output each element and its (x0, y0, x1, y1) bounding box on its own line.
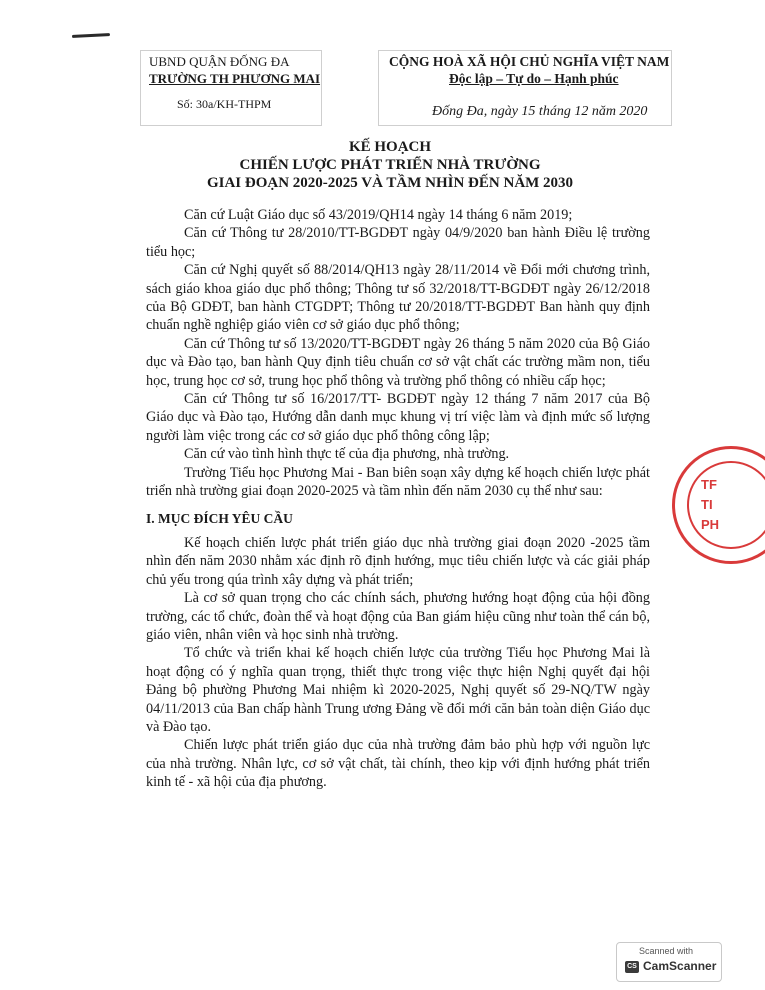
header-agency-block (140, 50, 322, 126)
motto: Độc lập – Tự do – Hạnh phúc (449, 71, 619, 86)
watermark-caption: Scanned with (639, 946, 694, 956)
camscanner-logo-icon: CS (625, 961, 639, 973)
seal-inner-ring (687, 461, 765, 549)
paragraph: Căn cứ Thông tư số 13/2020/TT-BGDĐT ngày 26 tháng 5 năm 2020 của Bộ Giáo dục và Đào tạo, ban hành Quy định tiêu chuẩn cơ sở vật chất các trường mầm non, tiểu học, trung học cơ sở, trung học phổ thông và trường phổ thông có nhiều cấp học; (146, 335, 650, 389)
camscanner-watermark (616, 942, 722, 982)
paragraph: Tổ chức và triển khai kế hoạch chiến lược của trường Tiểu học Phương Mai là hoạt động có ý nghĩa quan trọng, thiết thực trong việc thực hiện Nghị quyết đại hội Đảng bộ phường Phương Mai nhiệm kì 2020-2025, Nghị quyết số 29-NQ/TW ngày 04/11/2013 của Ban chấp hành Trung ương Đảng về đổi mới căn bản toàn diện Giáo dục và Đào tạo. (146, 645, 650, 735)
agency-line2: TRƯỜNG TH PHƯƠNG MAI (149, 71, 321, 86)
paragraph: Căn cứ Nghị quyết số 88/2014/QH13 ngày 28/11/2014 về Đổi mới chương trình, sách giáo khoa giáo dục phổ thông; Thông tư số 32/2018/TT-BGDĐT ngày 26/12/2018 của Bộ GDĐT, ban hành CTGDPT; Thông tư 20/2018/TT-BGDĐT Ban hành quy định chuẩn nghề nghiệp giáo viên cơ sở giáo dục phổ thông; (146, 262, 650, 334)
scan-mark (72, 33, 110, 38)
document-body (146, 206, 650, 792)
official-seal-stamp (672, 446, 765, 564)
paragraph: Kế hoạch chiến lược phát triển giáo dục nhà trường giai đoạn 2020 -2025 tầm nhìn đến năm 2030 nhằm xác định rõ định hướng, mục tiêu chiến lược và các giải pháp chủ yếu trong qúa trình xây dựng và phát triển; (146, 534, 650, 588)
title-line2: CHIẾN LƯỢC PHÁT TRIỂN NHÀ TRƯỜNG (239, 157, 541, 173)
document-date: Đống Đa, ngày 15 tháng 12 năm 2020 (432, 104, 648, 119)
title-line1: KẾ HOẠCH (348, 139, 432, 155)
seal-text: TF TI PH (701, 477, 720, 532)
paragraph: Là cơ sở quan trọng cho các chính sách, phương hướng hoạt động của hội đồng trường, các tổ chức, đoàn thể và hoạt động của Ban giám hiệu cũng như toàn thể cán bộ, giáo viên, nhân viên và học sinh nhà trường. (146, 590, 650, 643)
paragraph: Căn cứ vào tình hình thực tế của địa phương, nhà trường. (184, 446, 510, 463)
paragraph: Căn cứ Thông tư 28/2010/TT-BGDĐT ngày 04/9/2020 ban hành Điều lệ trường tiểu học; (146, 225, 650, 260)
section-heading: I. MỤC ĐÍCH YÊU CẦU (146, 510, 293, 526)
paragraph: Căn cứ Luật Giáo dục số 43/2019/QH14 ngày 14 tháng 6 năm 2019; (184, 207, 573, 223)
agency-line1: UBND QUẬN ĐỐNG ĐA (149, 54, 290, 69)
paragraph: Căn cứ Thông tư số 16/2017/TT- BGDĐT ngày 12 tháng 7 năm 2017 của Bộ Giáo dục và Đào tạo, Hướng dẫn danh mục khung vị trí việc làm và định mức số lượng người làm việc trong các cơ sở giáo dục phổ thông công lập; (146, 391, 650, 444)
paragraph: Chiến lược phát triển giáo dục của nhà trường đảm bảo phù hợp với nguồn lực của nhà trường. Nhân lực, cơ sở vật chất, tài chính, theo kịp với định hướng phát triển kinh tế - xã hội của địa phương. (146, 737, 650, 791)
title-line3: GIAI ĐOẠN 2020-2025 VÀ TẦM NHÌN ĐẾN NĂM 2030 (206, 175, 574, 191)
nation-title: CỘNG HOÀ XÃ HỘI CHỦ NGHĨA VIỆT NAM (389, 54, 670, 69)
paragraph: Trường Tiểu học Phương Mai - Ban biên soạn xây dựng kế hoạch chiến lược phát triển nhà trường giai đoạn 2020-2025 và tầm nhìn đến năm 2030 cụ thể như sau: (146, 464, 650, 500)
watermark-brand: CamScanner (643, 959, 717, 973)
doc-number: Số: 30a/KH-THPM (177, 97, 272, 111)
document-title (150, 138, 630, 192)
